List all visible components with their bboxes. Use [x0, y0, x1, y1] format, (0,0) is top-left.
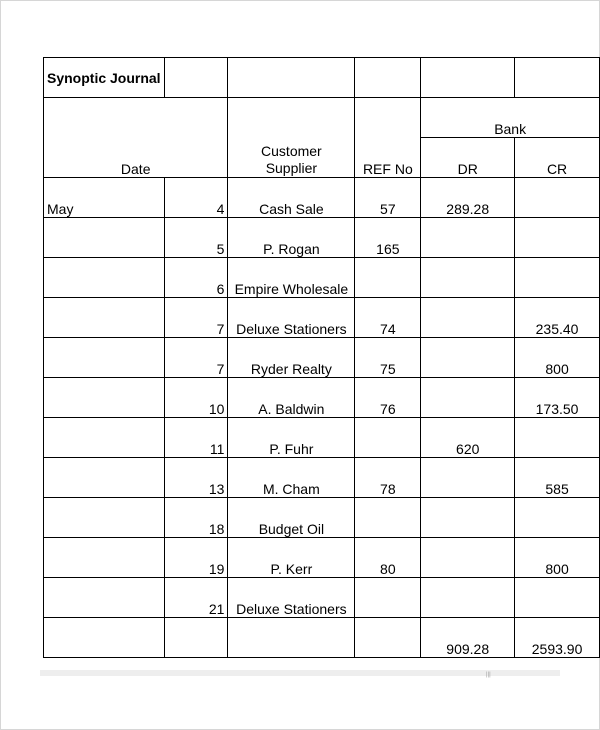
table-row: [44, 578, 600, 618]
dr-cell: [421, 218, 515, 258]
table-row: [44, 538, 600, 578]
title-cell-name: [228, 58, 355, 98]
month-cell: [44, 498, 165, 538]
name-cell: Budget Oil: [228, 498, 355, 538]
dr-cell: [421, 578, 515, 618]
name-cell: P. Rogan: [228, 218, 355, 258]
table-row: [44, 178, 600, 218]
month-cell: [44, 378, 165, 418]
cr-header: CR: [515, 138, 600, 178]
header-row-1: [44, 98, 600, 138]
month-cell: [44, 218, 165, 258]
totals-row: [44, 618, 600, 658]
table-row: [44, 498, 600, 538]
dr-cell: [421, 298, 515, 338]
day-cell: 7: [164, 298, 228, 338]
name-cell: Empire Wholesale: [228, 258, 355, 298]
title-cell-dr: [421, 58, 515, 98]
table-row: [44, 418, 600, 458]
month-cell: [44, 258, 165, 298]
table-row: [44, 218, 600, 258]
dr-cell: 289.28: [421, 178, 515, 218]
ref-no-header: REF No: [355, 98, 421, 178]
title-cell-cr: [515, 58, 600, 98]
day-cell: 10: [164, 378, 228, 418]
title-cell-day: [164, 58, 228, 98]
ref-cell: 165: [355, 218, 421, 258]
day-cell: 13: [164, 458, 228, 498]
month-cell: May: [44, 178, 165, 218]
supplier-header-line: Supplier: [265, 160, 318, 176]
day-cell: 21: [164, 578, 228, 618]
cr-cell: 235.40: [515, 298, 600, 338]
cr-cell: 585: [515, 458, 600, 498]
table-row: [44, 458, 600, 498]
ref-cell: [355, 578, 421, 618]
month-cell: [44, 458, 165, 498]
cr-cell: [515, 578, 600, 618]
cr-cell: [515, 418, 600, 458]
dr-total: 909.28: [421, 618, 515, 658]
totals-name-cell: [228, 618, 355, 658]
dr-cell: [421, 258, 515, 298]
bank-header: Bank: [421, 98, 600, 138]
day-cell: 5: [164, 218, 228, 258]
totals-month-cell: [44, 618, 165, 658]
journal-title: Synoptic Journal: [44, 58, 165, 98]
dr-cell: [421, 498, 515, 538]
name-cell: A. Baldwin: [228, 378, 355, 418]
cr-cell: [515, 498, 600, 538]
cr-cell: 173.50: [515, 378, 600, 418]
name-cell: Deluxe Stationers: [228, 298, 355, 338]
totals-ref-cell: [355, 618, 421, 658]
name-cell: M. Cham: [228, 458, 355, 498]
horizontal-scrollbar[interactable]: [40, 670, 560, 676]
customer-supplier-header: [228, 98, 355, 178]
cr-cell: 800: [515, 338, 600, 378]
cr-cell: 800: [515, 538, 600, 578]
ref-cell: 76: [355, 378, 421, 418]
totals-day-cell: [164, 618, 228, 658]
ref-cell: [355, 418, 421, 458]
name-cell: Ryder Realty: [228, 338, 355, 378]
scrollbar-grip-icon[interactable]: |||: [486, 672, 491, 678]
day-cell: 6: [164, 258, 228, 298]
month-cell: [44, 298, 165, 338]
day-cell: 4: [164, 178, 228, 218]
table-row: [44, 378, 600, 418]
month-cell: [44, 578, 165, 618]
day-cell: 11: [164, 418, 228, 458]
month-cell: [44, 418, 165, 458]
ref-cell: [355, 258, 421, 298]
dr-cell: [421, 538, 515, 578]
name-cell: Cash Sale: [228, 178, 355, 218]
title-cell-ref: [355, 58, 421, 98]
dr-cell: [421, 378, 515, 418]
customer-header-line: Customer: [261, 143, 322, 159]
dr-cell: [421, 458, 515, 498]
ref-cell: [355, 498, 421, 538]
title-row: [44, 58, 600, 98]
date-header: Date: [44, 98, 228, 178]
table-row: [44, 338, 600, 378]
day-cell: 18: [164, 498, 228, 538]
cr-cell: [515, 178, 600, 218]
ref-cell: 80: [355, 538, 421, 578]
day-cell: 7: [164, 338, 228, 378]
ref-cell: 78: [355, 458, 421, 498]
month-cell: [44, 338, 165, 378]
dr-cell: 620: [421, 418, 515, 458]
dr-header: DR: [421, 138, 515, 178]
day-cell: 19: [164, 538, 228, 578]
dr-cell: [421, 338, 515, 378]
ref-cell: 75: [355, 338, 421, 378]
ref-cell: 57: [355, 178, 421, 218]
cr-total: 2593.90: [515, 618, 600, 658]
table-row: [44, 298, 600, 338]
name-cell: P. Fuhr: [228, 418, 355, 458]
table-row: [44, 258, 600, 298]
cr-cell: [515, 258, 600, 298]
ref-cell: 74: [355, 298, 421, 338]
cr-cell: [515, 218, 600, 258]
month-cell: [44, 538, 165, 578]
name-cell: P. Kerr: [228, 538, 355, 578]
synoptic-journal-table: [43, 57, 600, 658]
name-cell: Deluxe Stationers: [228, 578, 355, 618]
